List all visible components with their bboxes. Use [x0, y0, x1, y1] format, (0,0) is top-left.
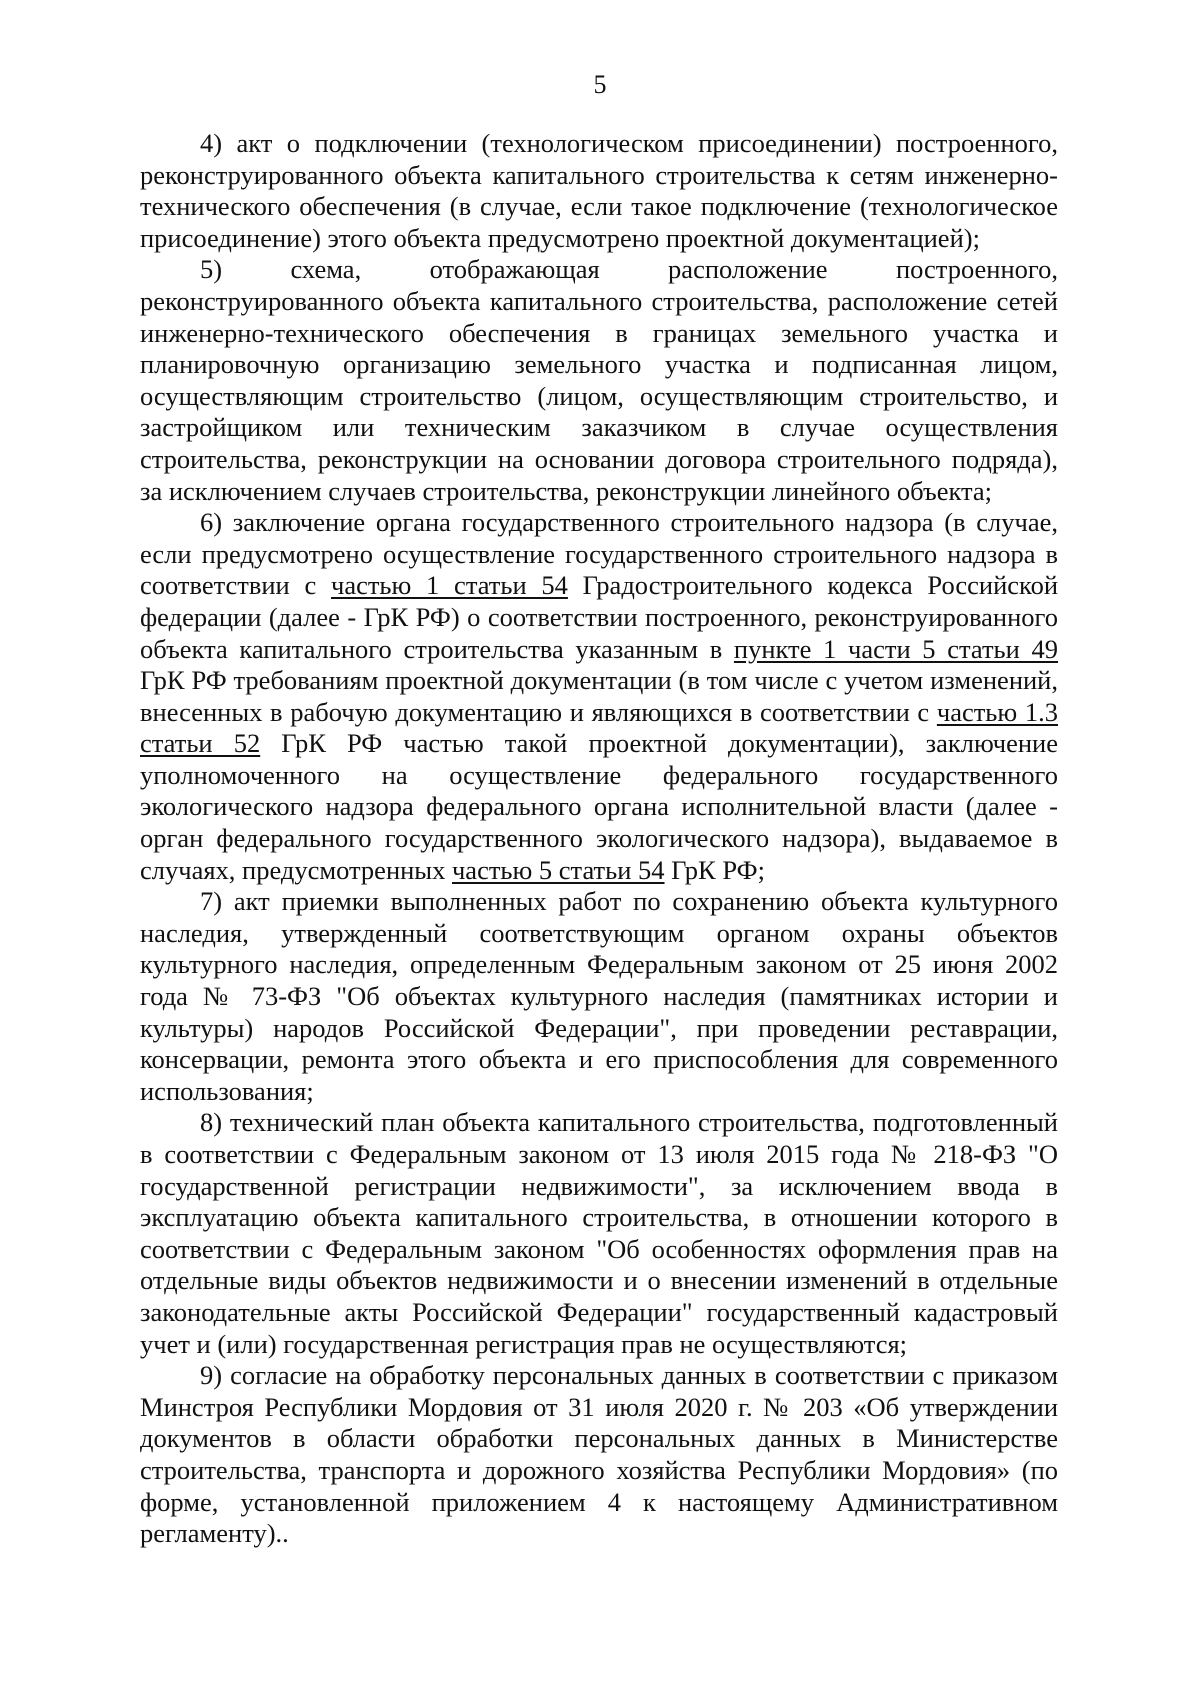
paragraph-text: 9) согласие на обработку персональных данных в соответствии с приказом Минстроя Республики Мордовия от 31 июля 2020 г. № 203 «Об утверждении документов в области обработки персональных данных в Министерстве строительства, транспорта и дорожного хозяйства Республики Мордовия» (по форме, установленной приложением 4 к настоящему Административном регламенту).. — [140, 1360, 1058, 1549]
list-item — [140, 886, 1058, 1107]
law-reference-link[interactable]: частью 1.3 статьи 52 — [140, 696, 1058, 759]
list-item — [140, 507, 1058, 886]
paragraph-text: 8) технический план объекта капитального строительства, подготовленный в соответствии с Федеральным законом от 13 июля 2015 года № 218-ФЗ "О государственной регистрации недвижимости", за исключением ввода в эксплуатацию объекта капитального строительства, в отношении которого в соответствии с Федеральным законом "Об особенностях оформления прав на отдельные виды объектов недвижимости и о внесении изменений в отдельные законодательные акты Российской Федерации" государственный кадастровый учет и (или) государственная регистрация прав не осуществляются; — [140, 1107, 1058, 1359]
page-number: 5 — [593, 70, 607, 99]
paragraph-text: ГрК РФ; — [664, 854, 765, 885]
list-item — [140, 254, 1058, 507]
document-body — [140, 128, 1058, 1550]
list-item — [140, 128, 1058, 254]
paragraph-text: 5) схема, отображающая расположение построенного, реконструированного объекта капитального строительства, расположение сетей инженерно-технического обеспечения в границах земельного участка и планировочную организацию земельного участка и подписанная лицом, осуществляющим строительство (лицом, осуществляющим строительство, и застройщиком или техническим заказчиком в случае осуществления строительства, реконструкции на основании договора строительного подряда), за исключением случаев строительства, реконструкции линейного объекта; — [140, 254, 1058, 506]
paragraph-text: 7) акт приемки выполненных работ по сохранению объекта культурного наследия, утвержденный соответствующим органом охраны объектов культурного наследия, определенным Федеральным законом от 25 июня 2002 года № 73-ФЗ "Об объектах культурного наследия (памятниках истории и культуры) народов Российской Федерации", при проведении реставрации, консервации, ремонта этого объекта и его приспособления для современного использования; — [140, 886, 1058, 1106]
paragraph-text: ГрК РФ частью такой проектной документации), заключение уполномоченного на осуществление федерального государственного экологического надзора федерального органа исполнительной власти (далее - орган федерального государственного экологического надзора), выдаваемое в случаях, предусмотренных — [140, 728, 1058, 885]
law-reference-link[interactable]: пункте 1 части 5 статьи 49 — [733, 633, 1059, 664]
list-item — [140, 1107, 1058, 1360]
law-reference-link[interactable]: частью 1 статьи 54 — [331, 570, 568, 601]
paragraph-text: ГрК РФ требованиям проектной документации (в том числе с учетом изменений, внесенных в рабочую документацию и являющихся в соответствии с — [140, 665, 1058, 727]
paragraph-text: 6) заключение органа государственного строительного надзора (в случае, если предусмотрено осуществление государственного строительного надзора в соответствии с — [140, 507, 1058, 601]
law-reference-link[interactable]: частью 5 статьи 54 — [451, 854, 665, 885]
paragraph-text: 4) акт о подключении (технологическом присоединении) построенного, реконструированного объекта капитального строительства к сетям инженерно-технического обеспечения (в случае, если такое подключение (технологическое присоединение) этого объекта предусмотрено проектной документацией); — [140, 128, 1058, 253]
paragraph-text: Градостроительного кодекса Российской федерации (далее - ГрК РФ) о соответствии построенного, реконструированного объекта капитального строительства указанным в — [140, 570, 1059, 664]
list-item — [140, 1360, 1058, 1550]
